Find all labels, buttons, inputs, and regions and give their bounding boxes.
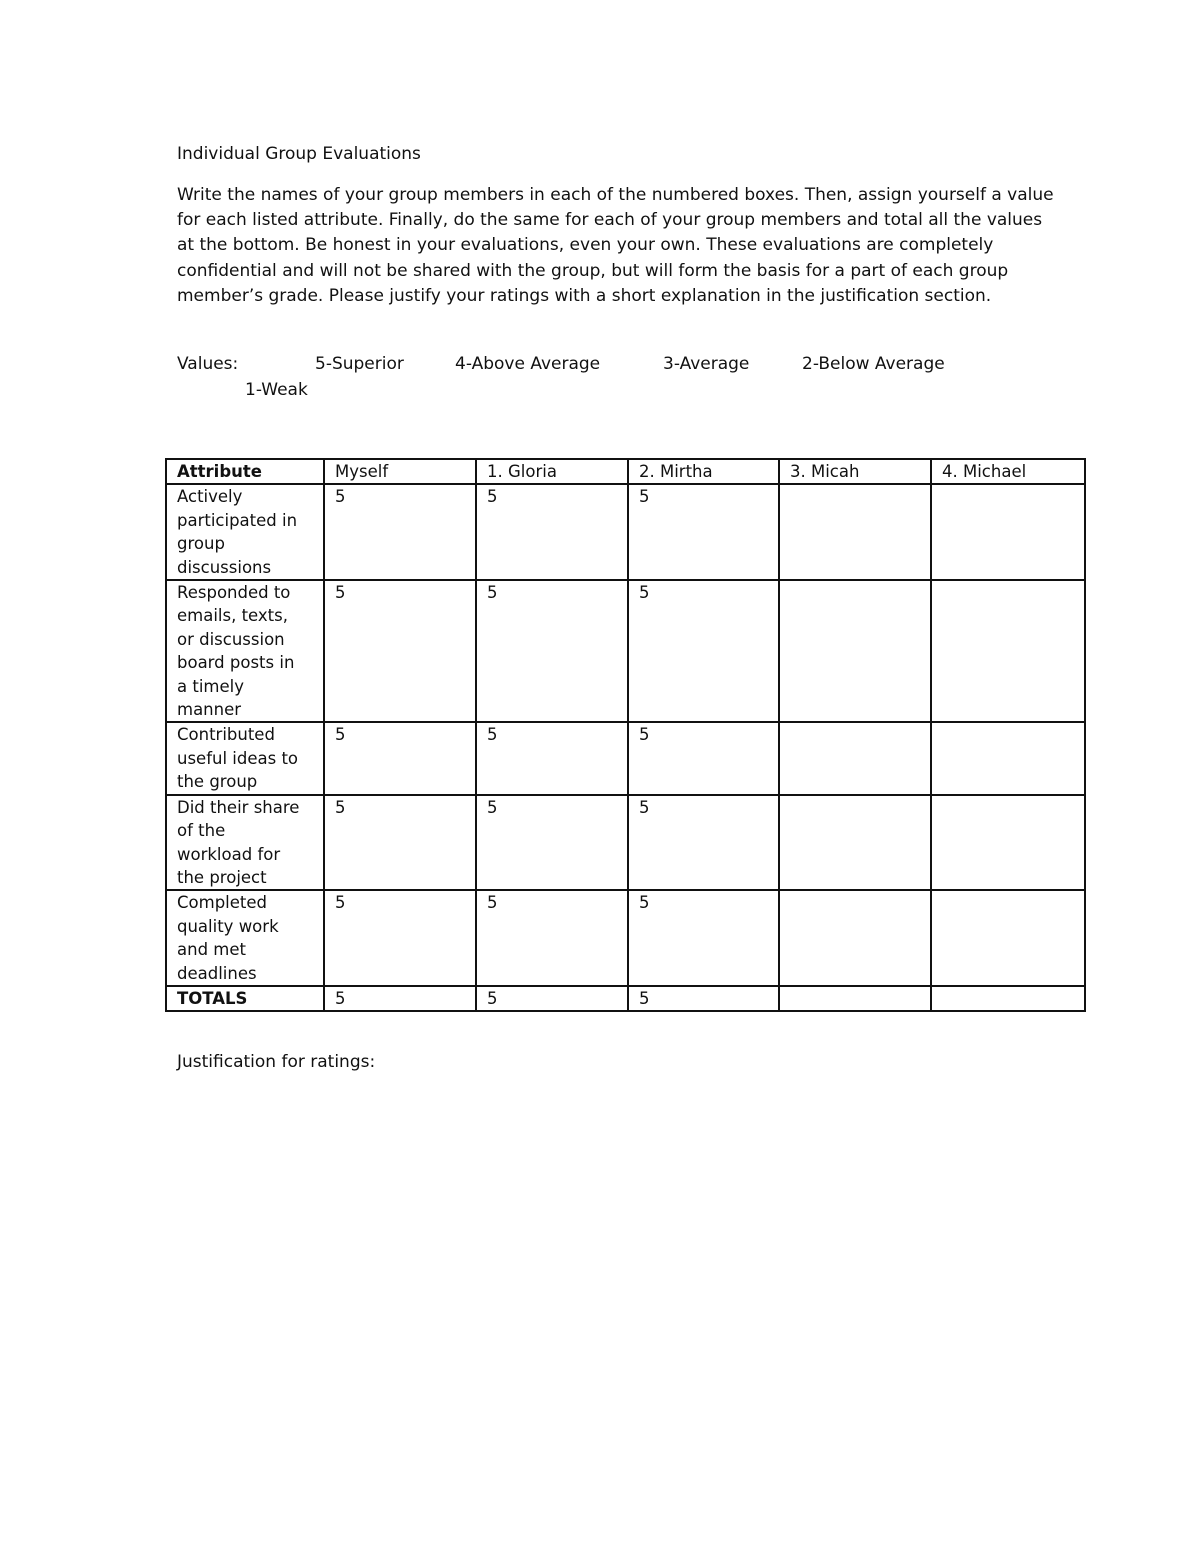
score-cell[interactable] xyxy=(931,484,1085,580)
score-cell[interactable] xyxy=(779,580,931,722)
score-cell[interactable] xyxy=(931,890,1085,986)
attribute-label: Responded to emails, texts, or discussion board posts in a timely manner xyxy=(177,583,295,720)
score-cell[interactable]: 5 xyxy=(324,795,476,891)
attribute-cell xyxy=(166,484,324,580)
score-cell[interactable] xyxy=(931,722,1085,794)
values-label: Values: xyxy=(177,354,239,374)
total-cell[interactable]: 5 xyxy=(476,986,628,1011)
header-member-1: 1. Gloria xyxy=(476,459,628,484)
score-cell[interactable] xyxy=(779,890,931,986)
values-legend xyxy=(177,352,1057,404)
evaluation-table xyxy=(165,458,1086,1012)
totals-row xyxy=(166,986,1085,1011)
attribute-cell xyxy=(166,580,324,722)
attribute-cell xyxy=(166,795,324,891)
table-row xyxy=(166,484,1085,580)
value-below-average: 2-Below Average xyxy=(802,354,945,374)
score-cell[interactable]: 5 xyxy=(476,722,628,794)
score-cell[interactable] xyxy=(779,722,931,794)
table-header-row xyxy=(166,459,1085,484)
value-weak: 1-Weak xyxy=(245,380,308,400)
header-member-2: 2. Mirtha xyxy=(628,459,779,484)
attribute-label: Actively participated in group discussions xyxy=(177,487,298,577)
totals-label: TOTALS xyxy=(166,986,324,1011)
score-cell[interactable]: 5 xyxy=(476,795,628,891)
total-cell[interactable] xyxy=(931,986,1085,1011)
score-cell[interactable] xyxy=(779,484,931,580)
score-cell[interactable]: 5 xyxy=(324,890,476,986)
document-title: Individual Group Evaluations xyxy=(177,144,421,164)
score-cell[interactable]: 5 xyxy=(476,890,628,986)
score-cell[interactable]: 5 xyxy=(324,580,476,722)
table-row xyxy=(166,580,1085,722)
attribute-label: Contributed useful ideas to the group xyxy=(177,725,299,792)
table-row xyxy=(166,795,1085,891)
table-row xyxy=(166,722,1085,794)
score-cell[interactable] xyxy=(931,795,1085,891)
value-above-average: 4-Above Average xyxy=(455,354,601,374)
score-cell[interactable]: 5 xyxy=(628,722,779,794)
instructions-paragraph: Write the names of your group members in each of the numbered boxes. Then, assign yourself a value for each listed attribute. Finally, do the same for each of your group members and total all the values at the bottom. Be honest in your evaluations, even your own. These evaluations are completely confidential and will not be shared with the group, but will form the basis for a part of each group member’s grade. Please justify your ratings with a short explanation in the justification section. xyxy=(177,185,1054,306)
score-cell[interactable]: 5 xyxy=(324,484,476,580)
score-cell[interactable]: 5 xyxy=(628,795,779,891)
table-row xyxy=(166,890,1085,986)
header-member-4: 4. Michael xyxy=(931,459,1085,484)
header-member-3: 3. Micah xyxy=(779,459,931,484)
total-cell[interactable]: 5 xyxy=(324,986,476,1011)
justification-label: Justification for ratings: xyxy=(177,1052,376,1072)
score-cell[interactable] xyxy=(931,580,1085,722)
total-cell[interactable] xyxy=(779,986,931,1011)
attribute-label: Completed quality work and met deadlines xyxy=(177,893,279,983)
score-cell[interactable]: 5 xyxy=(628,484,779,580)
header-attribute: Attribute xyxy=(166,459,324,484)
total-cell[interactable]: 5 xyxy=(628,986,779,1011)
attribute-label: Did their share of the workload for the project xyxy=(177,797,300,887)
score-cell[interactable] xyxy=(779,795,931,891)
score-cell[interactable]: 5 xyxy=(628,890,779,986)
attribute-cell xyxy=(166,722,324,794)
score-cell[interactable]: 5 xyxy=(324,722,476,794)
value-superior: 5-Superior xyxy=(315,354,404,374)
attribute-cell xyxy=(166,890,324,986)
score-cell[interactable]: 5 xyxy=(476,580,628,722)
score-cell[interactable]: 5 xyxy=(628,580,779,722)
score-cell[interactable]: 5 xyxy=(476,484,628,580)
header-myself: Myself xyxy=(324,459,476,484)
value-average: 3-Average xyxy=(663,354,750,374)
